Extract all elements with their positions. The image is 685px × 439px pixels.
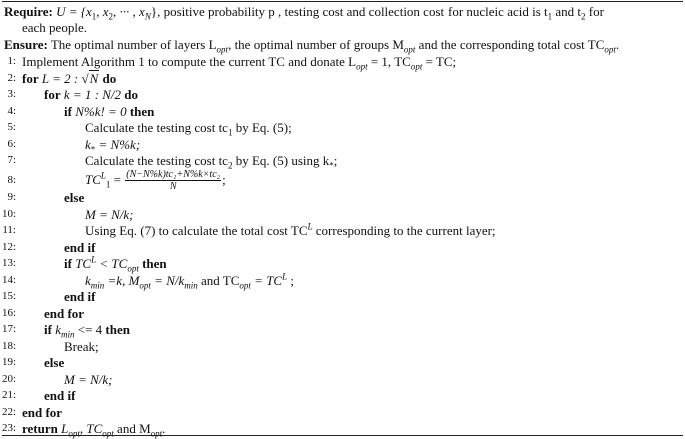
algo-line-4 xyxy=(0,103,685,120)
line-number: 22: xyxy=(1,405,16,418)
line-number: 8: xyxy=(7,173,16,186)
line-text: end if xyxy=(64,289,96,304)
algo-line-10 xyxy=(0,206,685,223)
require-desc: }, positive probability p , testing cost and collection cost xyxy=(150,4,445,19)
line-text: if $k_{min} <= 4$ then xyxy=(44,322,130,340)
fraction: $\frac{\text{(N−N\%k)tc₁+N\%k×tc₂}}{N}$ xyxy=(126,169,221,193)
algo-line-1 xyxy=(0,53,685,70)
line-number: 7: xyxy=(7,154,16,166)
require-set: $U = \{x_1$, $x_2$, ··· , $x_N$ xyxy=(56,4,151,22)
algo-line-16 xyxy=(0,305,685,322)
line-number: 14: xyxy=(1,273,16,286)
line-number: 19: xyxy=(1,356,16,368)
algo-line-19 xyxy=(0,354,685,371)
line-text: if N%k! = 0 then xyxy=(64,103,155,119)
line-text: end if xyxy=(64,239,96,255)
line-number: 12: xyxy=(1,240,16,253)
algo-line-22 xyxy=(0,404,685,421)
line-text: $k_{min} =k$, $M_{opt} = N/k_{min}$ and $TC_{opt} = TC^L$ ; xyxy=(85,271,294,291)
line-text: $k_* = N\%k$; xyxy=(85,136,141,155)
require-line xyxy=(0,3,685,20)
line-text: if $TC^L < TC_{opt}$ then xyxy=(64,254,167,274)
line-text: end if xyxy=(44,388,76,403)
line-text: Implement Algorithm 1 to compute the current TC and donate $L_{opt} = 1$, $TC_{opt}$ = TC; xyxy=(22,54,457,72)
algo-line-23 xyxy=(0,420,685,437)
line-text: Calculate the testing cost $tc_1$ by Eq. (5); xyxy=(85,120,292,138)
line-number: 4: xyxy=(7,104,16,117)
line-number: 10: xyxy=(1,207,16,220)
require-continuation: each people. xyxy=(22,20,87,35)
algo-line-8 xyxy=(0,169,685,191)
algo-line-9 xyxy=(0,189,685,206)
line-number: 1: xyxy=(7,55,16,67)
line-text: $TC^L_1$ = $\frac{\text{(N−N\%k)tc₁+N\%k×tc₂}}{N}$ ; xyxy=(85,169,226,193)
line-text: Calculate the testing cost $tc_2$ by Eq. (5) using $k_*$; xyxy=(85,153,338,171)
line-number: 9: xyxy=(7,191,16,203)
algo-line-13 xyxy=(0,255,685,272)
line-number: 6: xyxy=(7,137,16,150)
ensure-text: The optimal number of layers $L_{opt}$, the optimal number of groups $M_{opt}$ and the corresponding total cost $TC_{opt}$. xyxy=(50,37,620,55)
line-number: 18: xyxy=(1,339,16,352)
line-text: M = N/k; xyxy=(64,371,113,387)
line-text: end for xyxy=(22,404,63,420)
algo-line-2 xyxy=(0,70,685,87)
sqrt-symbol: √N xyxy=(81,70,99,86)
line-number: 15: xyxy=(1,290,16,302)
algo-line-7 xyxy=(0,152,685,169)
require-line-2 xyxy=(0,19,685,36)
algo-line-11 xyxy=(0,222,685,239)
require-desc-cont: for nucleic acid is $t_1$ and $t_2$ for xyxy=(448,4,604,22)
algo-line-20 xyxy=(0,371,685,388)
algo-line-3 xyxy=(0,86,685,103)
algo-line-15 xyxy=(0,288,685,305)
line-number: 16: xyxy=(1,306,16,319)
require-label: Require: xyxy=(4,4,53,19)
line-number: 3: xyxy=(7,88,16,100)
line-text: M = N/k; xyxy=(85,206,134,222)
line-text: Break; xyxy=(64,338,99,354)
algo-line-14 xyxy=(0,272,685,289)
algo-line-21 xyxy=(0,387,685,404)
line-number: 2: xyxy=(7,71,16,84)
algo-line-17 xyxy=(0,321,685,338)
line-number: 17: xyxy=(1,323,16,335)
line-number: 21: xyxy=(1,389,16,401)
line-text: for L = 2 : √N do xyxy=(22,70,117,86)
line-text: else xyxy=(44,355,65,370)
line-text: for k = 1 : N/2 do xyxy=(44,87,138,102)
algo-line-18 xyxy=(0,338,685,355)
algo-line-12 xyxy=(0,239,685,256)
line-text: return $L_{opt}$, $TC_{opt}$ and $M_{opt}$. xyxy=(22,421,166,439)
top-rule xyxy=(2,1,683,2)
ensure-label: Ensure: xyxy=(4,37,48,52)
algo-line-6 xyxy=(0,136,685,153)
line-text: else xyxy=(64,190,85,205)
algo-line-5 xyxy=(0,119,685,136)
line-number: 20: xyxy=(1,372,16,385)
line-number: 23: xyxy=(1,422,16,434)
line-number: 11: xyxy=(2,224,16,236)
line-text: end for xyxy=(44,305,85,321)
line-number: 13: xyxy=(1,257,16,269)
line-text: Using Eq. (7) to calculate the total cost $TC^L$ corresponding to the current layer; xyxy=(85,221,496,238)
ensure-line xyxy=(0,36,685,53)
line-number: 5: xyxy=(7,121,16,133)
